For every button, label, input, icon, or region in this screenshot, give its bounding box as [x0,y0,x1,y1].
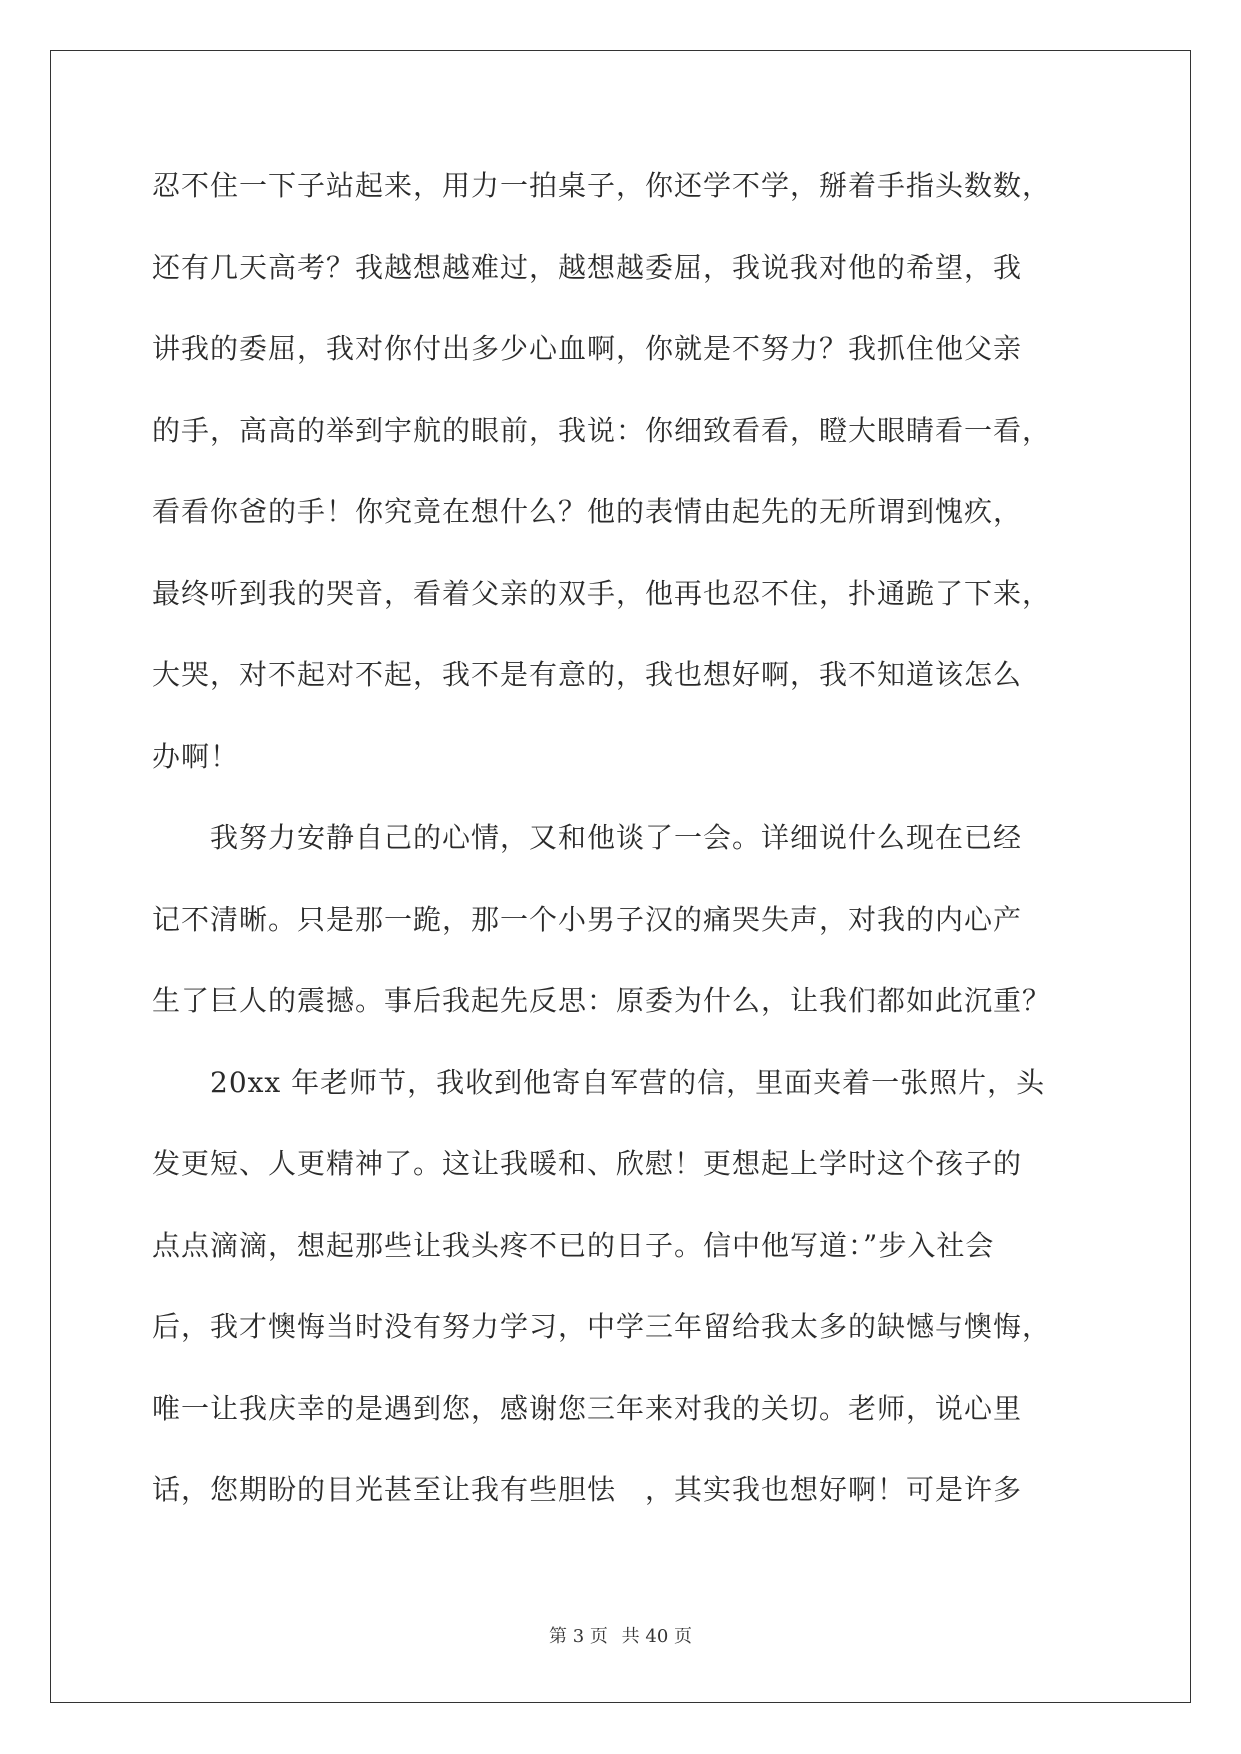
text-line: 发更短、人更精神了。这让我暖和、欣慰！更想起上学时这个孩子的 [152,1147,1023,1180]
paragraph [152,812,1102,1057]
page-number: 第 3 页 [549,1626,608,1647]
text-line: 还有几天高考？我越想越难过，越想越委屈，我说我对他的希望，我 [152,250,1023,284]
text-line: 记不清晰。只是那一跪，那一个小男子汉的痛哭失声，对我的内心产 [152,902,1023,936]
text-line: 看看你爸的手！你究竟在想什么？他的表情由起先的无所谓到愧疚， [152,495,1023,528]
text-line: 讲我的委屈，我对你付出多少心血啊，你就是不努力？我抓住他父亲 [152,332,1023,365]
document-body [152,160,1102,1546]
text-line: 点点滴滴，想起那些让我头疼不已的日子。信中他写道：”步入社会 [152,1228,995,1262]
text-line: 后，我才懊悔当时没有努力学习，中学三年留给我太多的缺憾与懊悔， [152,1310,1052,1343]
text-line: 大哭，对不起对不起，我不是有意的，我也想好啊，我不知道该怎么 [152,658,1023,691]
text-line: 忍不住一下子站起来，用力一拍桌子，你还学不学，掰着手指头数数， [152,169,1052,202]
text-line: 话，您期盼的目光甚至让我有些胆怯 ，其实我也想好啊！可是许多 [152,1473,1023,1506]
text-line: 最终听到我的哭音，看着父亲的双手，他再也忍不住，扑通跪了下来， [152,576,1052,610]
paragraph [152,1057,1102,1546]
text-line: 生了巨人的震撼。事后我起先反思：原委为什么，让我们都如此沉重？ [152,984,1052,1017]
text-line: 20xx 年老师节，我收到他寄自军营的信，里面夹着一张照片，头 [152,1065,1046,1099]
page-total: 共 40 页 [621,1626,692,1647]
text-line: 的手，高高的举到宇航的眼前，我说：你细致看看，瞪大眼睛看一看， [152,413,1052,447]
text-line: 我努力安静自己的心情，又和他谈了一会。详细说什么现在已经 [152,821,1023,854]
text-line: 办啊！ [152,739,240,773]
page-footer [0,1622,1241,1648]
text-line: 唯一让我庆幸的是遇到您，感谢您三年来对我的关切。老师，说心里 [152,1391,1023,1425]
paragraph [152,160,1102,812]
